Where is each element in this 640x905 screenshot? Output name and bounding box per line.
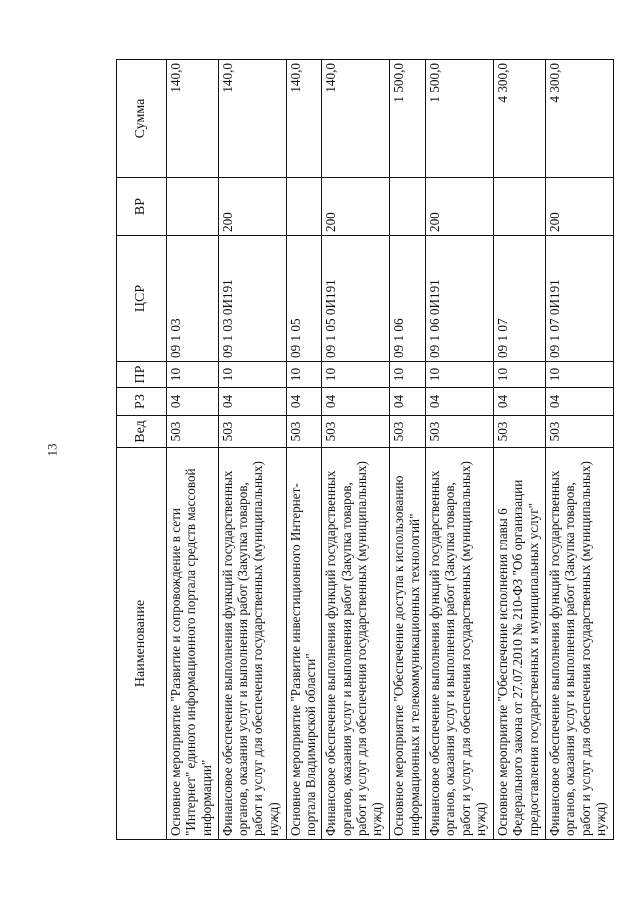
cell-ved: 503 [167,416,219,448]
cell-rz: 04 [545,388,613,416]
header-vr: ВР [117,178,167,236]
cell-rz: 04 [322,388,390,416]
header-sum: Сумма [117,60,167,178]
cell-csr: 09 1 07 0И191 [545,236,613,362]
cell-pr: 10 [426,362,494,388]
cell-pr: 10 [390,362,426,388]
cell-pr: 10 [545,362,613,388]
cell-ved: 503 [426,416,494,448]
cell-csr: 09 1 06 [390,236,426,362]
cell-name: Основное мероприятие "Развитие и сопровождение в сети "Интернет" единого информационного портала средств массовой информации" [167,448,219,840]
header-csr: ЦСР [117,236,167,362]
cell-vr [167,178,219,236]
cell-csr: 09 1 06 0И191 [426,236,494,362]
cell-vr [286,178,322,236]
table-header-row [117,60,167,840]
cell-name: Финансовое обеспечение выполнения функций государственных органов, оказания услуг и выполнения работ (Закупка товаров, работ и услуг для обеспечения государственных (муниципальных) нужд) [545,448,613,840]
cell-csr: 09 1 03 [167,236,219,362]
cell-rz: 04 [426,388,494,416]
cell-ved: 503 [218,416,286,448]
table-row [494,60,546,840]
cell-sum: 1 500,0 [390,60,426,178]
cell-vr: 200 [218,178,286,236]
table-row [322,60,390,840]
header-pr: ПР [117,362,167,388]
cell-csr: 09 1 05 [286,236,322,362]
cell-vr [494,178,546,236]
table-row [286,60,322,840]
cell-ved: 503 [286,416,322,448]
cell-name: Финансовое обеспечение выполнения функций государственных органов, оказания услуг и выполнения работ (Закупка товаров, работ и услуг для обеспечения государственных (муниципальных) нужд) [426,448,494,840]
cell-vr: 200 [426,178,494,236]
cell-rz: 04 [390,388,426,416]
header-rz: РЗ [117,388,167,416]
cell-sum: 140,0 [167,60,219,178]
cell-name: Финансовое обеспечение выполнения функций государственных органов, оказания услуг и выполнения работ (Закупка товаров, работ и услуг для обеспечения государственных (муниципальных) нужд) [218,448,286,840]
table-row [218,60,286,840]
cell-ved: 503 [494,416,546,448]
table-row [545,60,613,840]
header-name: Наименование [117,448,167,840]
cell-name: Основное мероприятие "Обеспечение доступа к использованию информационных и телекоммуникационных технологий" [390,448,426,840]
cell-vr: 200 [545,178,613,236]
cell-sum: 140,0 [322,60,390,178]
header-ved: Вед [117,416,167,448]
cell-name: Финансовое обеспечение выполнения функций государственных органов, оказания услуг и выполнения работ (Закупка товаров, работ и услуг для обеспечения государственных (муниципальных) нужд) [322,448,390,840]
budget-table [116,59,614,840]
cell-rz: 04 [286,388,322,416]
cell-csr: 09 1 07 [494,236,546,362]
cell-vr: 200 [322,178,390,236]
cell-sum: 4 300,0 [494,60,546,178]
table-row [426,60,494,840]
cell-csr: 09 1 05 0И191 [322,236,390,362]
cell-rz: 04 [494,388,546,416]
cell-sum: 140,0 [286,60,322,178]
cell-ved: 503 [545,416,613,448]
rotated-table-container [116,60,614,840]
table-row [167,60,219,840]
page-number: 13 [44,443,60,457]
table-row [390,60,426,840]
cell-sum: 1 500,0 [426,60,494,178]
cell-pr: 10 [218,362,286,388]
cell-name: Основное мероприятие "Обеспечение исполнения главы 6 Федерального закона от 27.07.2010 № 210-ФЗ "Об организации предоставления государственных и муниципальных услуг" [494,448,546,840]
cell-pr: 10 [167,362,219,388]
cell-pr: 10 [322,362,390,388]
cell-sum: 4 300,0 [545,60,613,178]
cell-rz: 04 [218,388,286,416]
cell-rz: 04 [167,388,219,416]
cell-name: Основное мероприятие "Развитие инвестиционного Интернет-портала Владимирской области" [286,448,322,840]
cell-pr: 10 [286,362,322,388]
cell-ved: 503 [390,416,426,448]
cell-ved: 503 [322,416,390,448]
cell-csr: 09 1 03 0И191 [218,236,286,362]
cell-sum: 140,0 [218,60,286,178]
cell-vr [390,178,426,236]
cell-pr: 10 [494,362,546,388]
